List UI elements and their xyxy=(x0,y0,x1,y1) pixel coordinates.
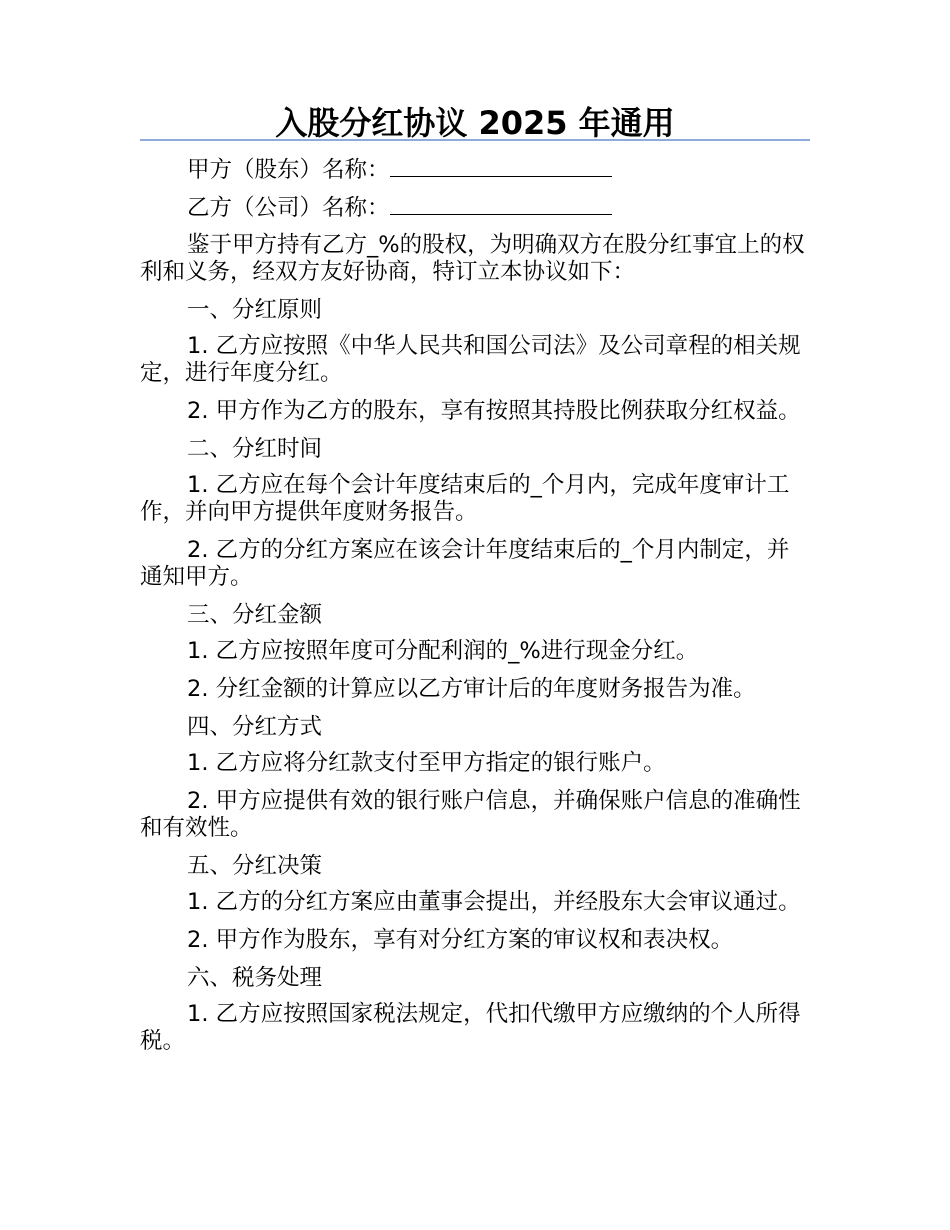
section-heading: 六、税务处理 xyxy=(187,965,323,991)
title-underline xyxy=(140,139,810,141)
preamble-paragraph: 鉴于甲方持有乙方_%的股权，为明确双方在股分红事宜上的权利和义务，经双方友好协商，特订立本协议如下： xyxy=(140,232,805,285)
party-a-blank xyxy=(390,156,612,177)
section-heading: 五、分红决策 xyxy=(187,853,323,879)
party-b-blank xyxy=(390,194,612,215)
clause-paragraph: 1. 乙方应按照国家税法规定，代扣代缴甲方应缴纳的个人所得税。 xyxy=(140,1001,801,1054)
clause-paragraph: 1. 乙方应在每个会计年度结束后的_个月内，完成年度审计工作，并向甲方提供年度财务报告。 xyxy=(140,472,790,525)
clause-paragraph: 2. 甲方作为股东，享有对分红方案的审议权和表决权。 xyxy=(187,927,734,953)
clause-paragraph: 1. 乙方的分红方案应由董事会提出，并经股东大会审议通过。 xyxy=(187,889,801,915)
clause-paragraph: 1. 乙方应按照年度可分配利润的_%进行现金分红。 xyxy=(187,638,699,664)
party-a-label: 甲方（股东）名称： xyxy=(187,157,390,183)
party-b-label: 乙方（公司）名称： xyxy=(187,195,390,221)
section-heading: 二、分红时间 xyxy=(187,436,323,462)
document-body xyxy=(140,156,810,1066)
clause-paragraph: 2. 乙方的分红方案应在该会计年度结束后的_个月内制定，并通知甲方。 xyxy=(140,537,790,590)
clause-paragraph: 2. 分红金额的计算应以乙方审计后的年度财务报告为准。 xyxy=(187,676,756,702)
section-heading: 一、分红原则 xyxy=(187,297,323,323)
clause-paragraph: 1. 乙方应将分红款支付至甲方指定的银行账户。 xyxy=(187,750,666,776)
party-b-field xyxy=(140,194,810,222)
section-heading: 三、分红金额 xyxy=(187,602,323,628)
document-title: 入股分红协议 2025 年通用 xyxy=(275,104,675,142)
party-a-field xyxy=(140,156,810,184)
section-heading: 四、分红方式 xyxy=(187,714,323,740)
clause-paragraph: 2. 甲方应提供有效的银行账户信息，并确保账户信息的准确性和有效性。 xyxy=(140,788,801,841)
clause-paragraph: 1. 乙方应按照《中华人民共和国公司法》及公司章程的相关规定，进行年度分红。 xyxy=(140,333,801,386)
clause-paragraph: 2. 甲方作为乙方的股东，享有按照其持股比例获取分红权益。 xyxy=(187,398,801,424)
